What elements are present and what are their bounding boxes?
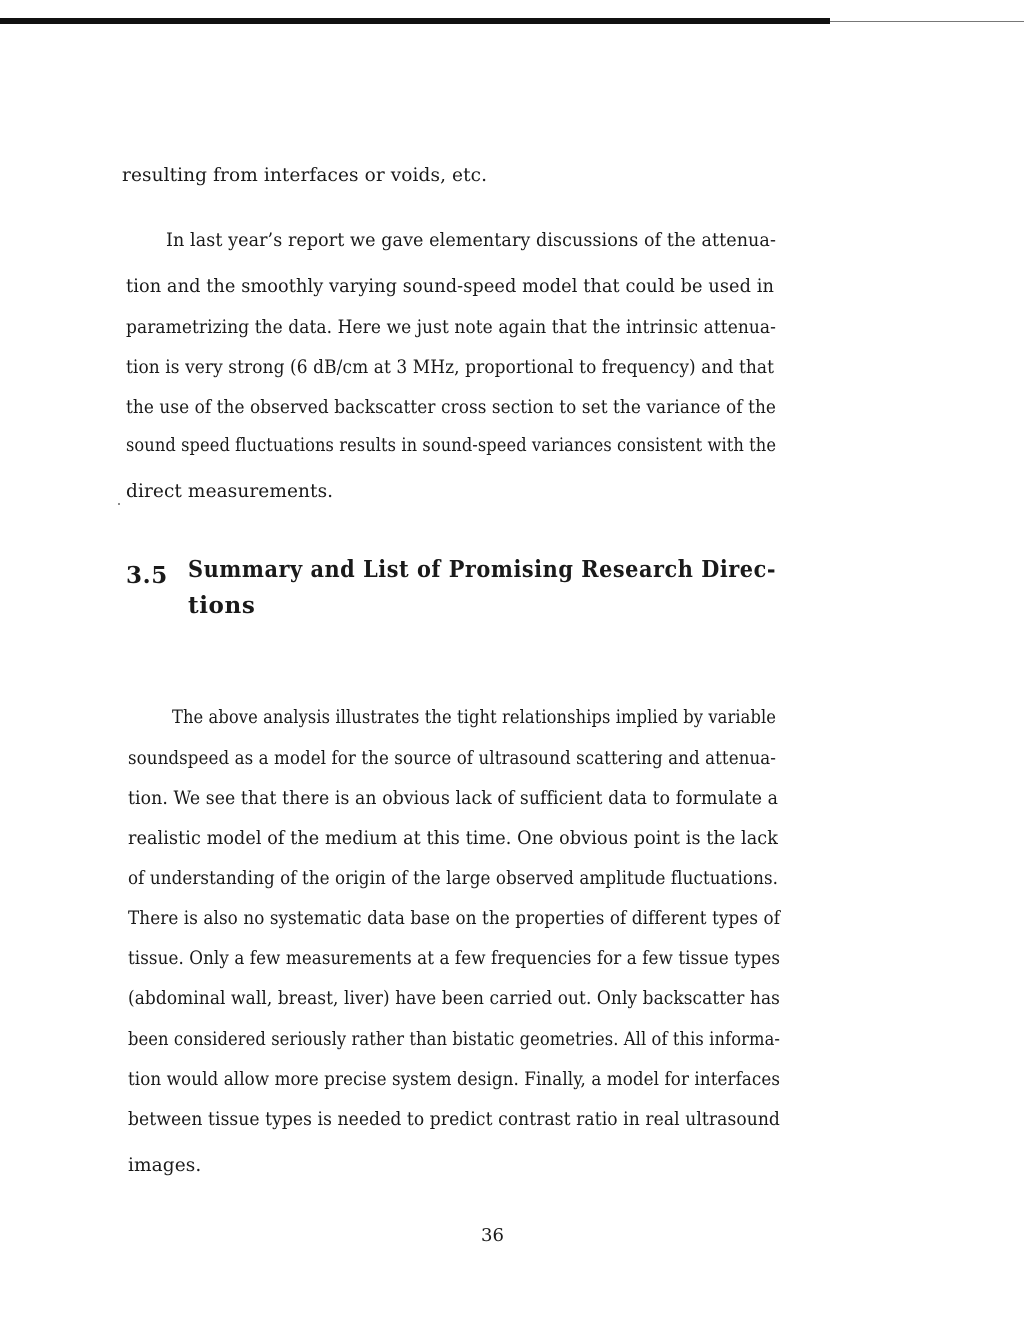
text-line: tissue. Only a few measurements at a few frequencies for a few tissue types xyxy=(128,948,781,969)
text-line: between tissue types is needed to predict contrast ratio in real ultrasound xyxy=(128,1109,780,1130)
text-line: The above analysis illustrates the tight relationships implied by variable xyxy=(172,707,777,728)
text-line: soundspeed as a model for the source of ultrasound scattering and attenua- xyxy=(128,748,777,769)
text-line: resulting from interfaces or voids, etc. xyxy=(122,165,488,186)
scan-speck xyxy=(118,503,120,505)
text-line: tion would allow more precise system design. Finally, a model for interfaces xyxy=(128,1069,781,1090)
text-line: tion and the smoothly varying sound-speed model that could be used in xyxy=(126,276,774,297)
text-line: been considered seriously rather than bistatic geometries. All of this informa- xyxy=(128,1029,781,1050)
text-line: realistic model of the medium at this time. One obvious point is the lack xyxy=(128,828,778,849)
text-line: (abdominal wall, breast, liver) have been carried out. Only backscatter has xyxy=(128,988,780,1009)
scan-border-top xyxy=(0,18,830,24)
section-number: 3.5 xyxy=(126,562,168,589)
text-line: sound speed fluctuations results in sound-speed variances consistent with the xyxy=(126,435,777,456)
text-line: images. xyxy=(128,1155,202,1176)
text-line: tion. We see that there is an obvious lack of sufficient data to formulate a xyxy=(128,788,778,809)
page-number: 36 xyxy=(481,1225,504,1246)
text-line: parametrizing the data. Here we just note again that the intrinsic attenua- xyxy=(126,317,776,338)
text-line: tion is very strong (6 dB/cm at 3 MHz, proportional to frequency) and that xyxy=(126,357,775,378)
section-title-line-2: tions xyxy=(188,592,256,619)
scan-border-top-thin xyxy=(830,21,1024,22)
text-line: There is also no systematic data base on the properties of different types of xyxy=(128,908,781,929)
text-line: the use of the observed backscatter cross section to set the variance of the xyxy=(126,397,776,418)
text-line: of understanding of the origin of the large observed amplitude fluctuations. xyxy=(128,868,779,889)
text-line: In last year’s report we gave elementary discussions of the attenua- xyxy=(166,230,776,251)
text-line: direct measurements. xyxy=(126,481,334,502)
section-title-line-1: Summary and List of Promising Research Direc- xyxy=(188,556,777,583)
